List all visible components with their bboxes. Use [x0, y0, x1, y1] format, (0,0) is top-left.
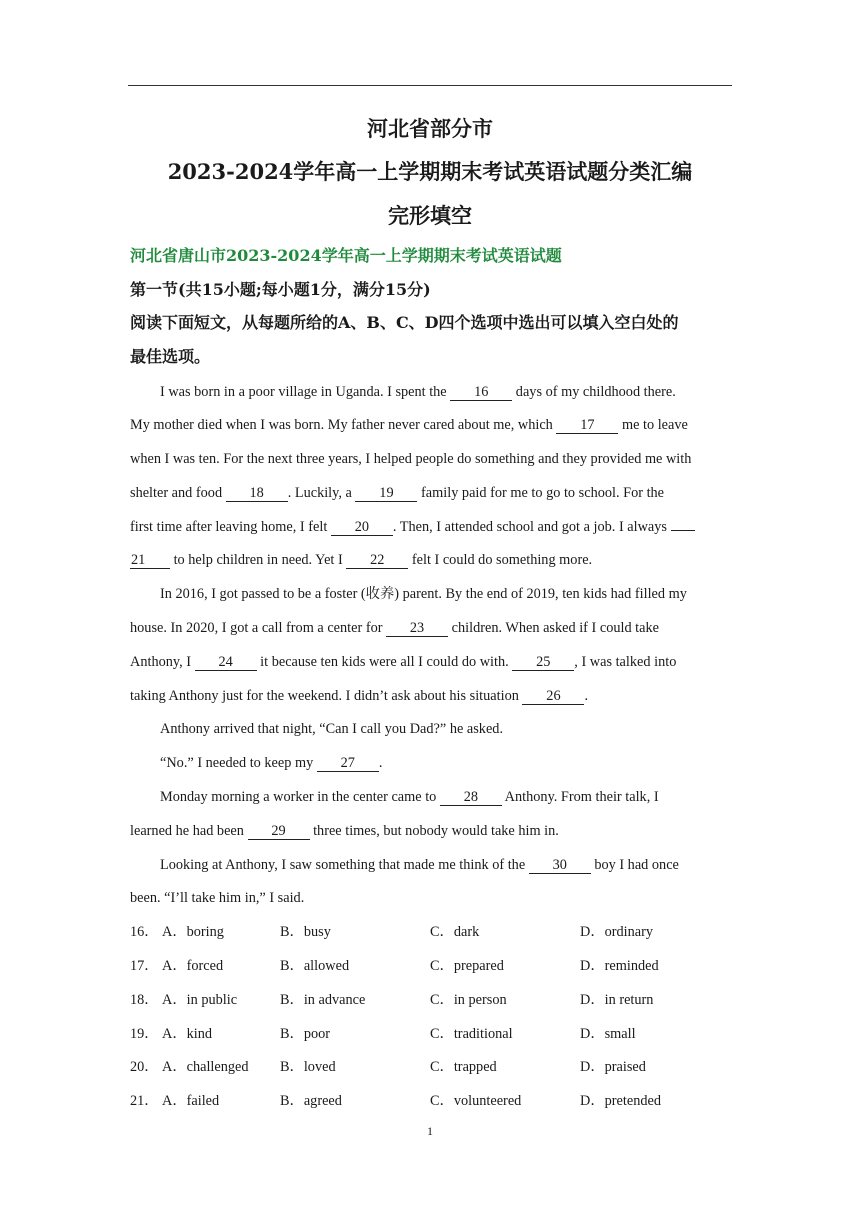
passage-line: Anthony arrived that night, “Can I call you Dad?” he asked. — [160, 721, 504, 737]
option-a: A．boring — [162, 924, 224, 940]
header-rule — [128, 85, 732, 86]
blank-25: 25 — [512, 655, 574, 671]
passage-line: first time after leaving home, I felt 20 . Then, I attended school and got a job. I always — [130, 520, 695, 536]
option-b: B．in advance — [280, 992, 366, 1008]
passage-line: 21 to help children in need. Yet I 22 felt I could do something more. — [131, 552, 593, 568]
option-d: D．small — [580, 1026, 636, 1042]
passage-line: Looking at Anthony, I saw something that made me think of the 30 boy I had once — [160, 857, 679, 873]
blank-17: 17 — [556, 418, 618, 434]
blank-30: 30 — [529, 858, 591, 874]
blank-22: 22 — [346, 553, 408, 569]
blank-21: 21 — [130, 553, 170, 569]
blank-26: 26 — [522, 689, 584, 705]
option-a: A．in public — [162, 992, 238, 1008]
passage-line: “No.” I needed to keep my 27 . — [160, 755, 383, 771]
blank-23: 23 — [386, 621, 448, 637]
option-a: A．kind — [162, 1026, 213, 1042]
passage-line: been. “I’ll take him in,” I said. — [130, 890, 305, 906]
passage-line: shelter and food 18 . Luckily, a 19 family paid for me to go to school. For the — [130, 485, 665, 501]
passage-line: Anthony, I 24 it because ten kids were all I could do with. 25 , I was talked into — [130, 654, 677, 670]
instruction-line-2: 最佳选项。 — [130, 347, 211, 366]
passage-line: I was born in a poor village in Uganda. I spent the 16 days of my childhood there. — [160, 384, 676, 400]
blank-21-start — [671, 530, 695, 531]
passage-line: In 2016, I got passed to be a foster (收养) parent. By the end of 2019, ten kids had filled my — [160, 586, 687, 602]
option-d: D．in return — [580, 992, 654, 1008]
page-number: 1 — [427, 1124, 433, 1138]
passage-line: when I was ten. For the next three years, I helped people do something and they provided me with — [130, 451, 692, 467]
option-a: A．failed — [162, 1093, 220, 1109]
blank-24: 24 — [195, 655, 257, 671]
option-c: C．traditional — [430, 1026, 513, 1042]
source-heading: 河北省唐山市2023-2024学年高一上学期期末考试英语试题 — [130, 246, 562, 265]
option-d: D．reminded — [580, 958, 659, 974]
passage-line: taking Anthony just for the weekend. I didn’t ask about his situation 26 . — [130, 688, 589, 704]
option-b: B．busy — [280, 924, 331, 940]
document-title: 河北省部分市 — [367, 116, 493, 141]
blank-19: 19 — [355, 486, 417, 502]
option-a: A．forced — [162, 958, 224, 974]
document-subtitle: 2023-2024学年高一上学期期末考试英语试题分类汇编 — [167, 159, 693, 184]
passage-line: learned he had been 29 three times, but nobody would take him in. — [130, 823, 559, 839]
section-title: 完形填空 — [388, 203, 472, 228]
option-a: A．challenged — [162, 1059, 249, 1075]
blank-29: 29 — [248, 824, 310, 840]
option-d: D．ordinary — [580, 924, 654, 940]
option-b: B．poor — [280, 1026, 331, 1042]
option-d: D．praised — [580, 1059, 646, 1075]
option-c: C．prepared — [430, 958, 504, 974]
option-d: D．pretended — [580, 1093, 661, 1109]
part-heading: 第一节(共15小题;每小题1分，满分15分) — [130, 280, 431, 299]
blank-20: 20 — [331, 520, 393, 536]
blank-27: 27 — [317, 756, 379, 772]
passage-line: Monday morning a worker in the center came to 28 Anthony. From their talk, I — [160, 789, 659, 805]
option-c: C．dark — [430, 924, 480, 940]
passage-line: My mother died when I was born. My father never cared about me, which 17 me to leave — [130, 417, 688, 433]
blank-28: 28 — [440, 790, 502, 806]
option-b: B．loved — [280, 1059, 336, 1075]
blank-16: 16 — [450, 385, 512, 401]
option-c: C．in person — [430, 992, 507, 1008]
instruction-line-1: 阅读下面短文，从每题所给的A、B、C、D四个选项中选出可以填入空白处的 — [130, 313, 679, 332]
option-c: C．volunteered — [430, 1093, 522, 1109]
blank-18: 18 — [226, 486, 288, 502]
passage-line: house. In 2020, I got a call from a center for 23 children. When asked if I could take — [130, 620, 659, 636]
option-b: B．agreed — [280, 1093, 342, 1109]
option-c: C．trapped — [430, 1059, 497, 1075]
option-b: B．allowed — [280, 958, 350, 974]
